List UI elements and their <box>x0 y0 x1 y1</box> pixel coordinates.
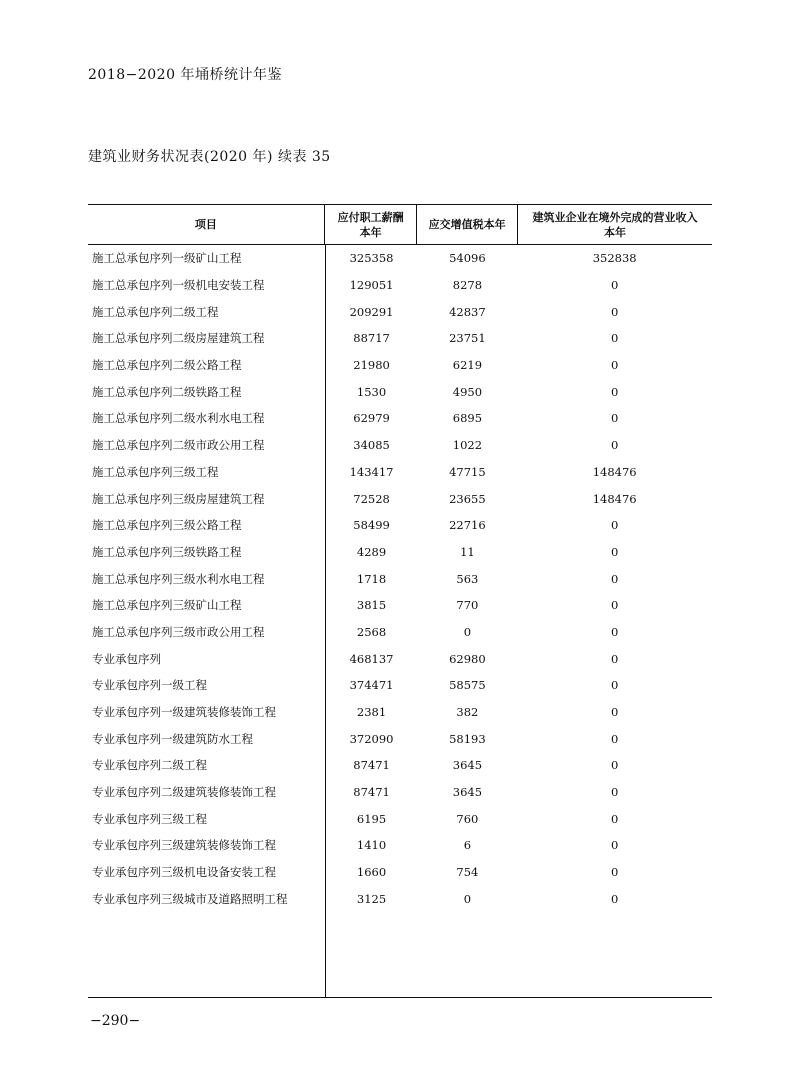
row-name: 专业承包序列三级工程 <box>92 811 207 826</box>
table-row <box>88 565 712 592</box>
header-wages-line2: 本年 <box>359 225 382 239</box>
row-name: 施工总承包序列三级市政公用工程 <box>92 624 265 639</box>
header-wages <box>324 205 417 244</box>
row-wages: 87471 <box>353 758 390 773</box>
row-vat: 4950 <box>452 384 483 399</box>
row-wages: 325358 <box>349 251 394 266</box>
row-wages: 209291 <box>349 304 394 319</box>
row-overseas: 0 <box>611 304 619 319</box>
row-name: 施工总承包序列三级房屋建筑工程 <box>92 491 265 506</box>
row-overseas: 0 <box>611 891 619 906</box>
row-vat: 760 <box>456 811 479 826</box>
table-row <box>88 752 712 779</box>
row-wages: 143417 <box>349 464 394 479</box>
row-name: 专业承包序列二级工程 <box>92 758 207 773</box>
row-name: 施工总承包序列三级铁路工程 <box>92 544 242 559</box>
row-vat: 770 <box>456 598 479 613</box>
row-wages: 34085 <box>353 438 390 453</box>
row-name: 施工总承包序列三级公路工程 <box>92 518 242 533</box>
row-vat: 8278 <box>452 278 483 293</box>
column-divider <box>325 245 326 997</box>
row-name: 施工总承包序列二级公路工程 <box>92 358 242 373</box>
row-overseas: 0 <box>611 838 619 853</box>
row-wages: 1410 <box>356 838 387 853</box>
row-overseas: 0 <box>611 811 619 826</box>
row-vat: 3645 <box>452 785 483 800</box>
row-overseas: 0 <box>611 518 619 533</box>
table-row <box>88 298 712 325</box>
header-overseas-line1: 建筑业企业在境外完成的营业收入 <box>532 210 698 224</box>
row-overseas: 0 <box>611 411 619 426</box>
row-name: 专业承包序列一级建筑防水工程 <box>92 731 253 746</box>
row-wages: 1718 <box>356 571 387 586</box>
row-overseas: 148476 <box>592 464 637 479</box>
row-overseas: 0 <box>611 331 619 346</box>
row-wages: 1660 <box>356 865 387 880</box>
table-row <box>88 405 712 432</box>
row-overseas: 0 <box>611 865 619 880</box>
row-vat: 54096 <box>449 251 486 266</box>
table-row <box>88 272 712 299</box>
row-vat: 1022 <box>452 438 483 453</box>
row-overseas: 0 <box>611 278 619 293</box>
row-vat: 6 <box>463 838 472 853</box>
row-overseas: 0 <box>611 384 619 399</box>
row-wages: 2381 <box>356 705 387 720</box>
row-wages: 6195 <box>356 811 387 826</box>
row-overseas: 0 <box>611 571 619 586</box>
running-head: 2018−2020 年埇桥统计年鉴 <box>88 67 282 83</box>
row-wages: 3815 <box>356 598 387 613</box>
row-vat: 58575 <box>449 678 486 693</box>
row-overseas: 0 <box>611 651 619 666</box>
row-name: 专业承包序列一级建筑装修装饰工程 <box>92 705 276 720</box>
statistics-table <box>88 204 712 998</box>
row-overseas: 0 <box>611 731 619 746</box>
table-row <box>88 779 712 806</box>
row-vat: 62980 <box>449 651 486 666</box>
row-wages: 58499 <box>353 518 390 533</box>
row-wages: 72528 <box>353 491 390 506</box>
row-wages: 21980 <box>353 358 390 373</box>
row-wages: 62979 <box>353 411 390 426</box>
row-vat: 47715 <box>449 464 486 479</box>
table-row <box>88 352 712 379</box>
header-overseas <box>517 205 712 244</box>
row-wages: 1530 <box>356 384 387 399</box>
row-vat: 754 <box>456 865 479 880</box>
table-row <box>88 805 712 832</box>
table-row <box>88 672 712 699</box>
row-name: 施工总承包序列二级铁路工程 <box>92 384 242 399</box>
row-vat: 0 <box>463 624 472 639</box>
row-vat: 3645 <box>452 758 483 773</box>
table-row <box>88 325 712 352</box>
table-header <box>88 205 712 245</box>
row-overseas: 0 <box>611 598 619 613</box>
header-item-label: 项目 <box>194 218 217 231</box>
row-name: 施工总承包序列三级矿山工程 <box>92 598 242 613</box>
row-wages: 372090 <box>349 731 394 746</box>
row-overseas: 0 <box>611 544 619 559</box>
row-name: 专业承包序列三级建筑装修装饰工程 <box>92 838 276 853</box>
row-wages: 3125 <box>356 891 387 906</box>
row-name: 施工总承包序列一级矿山工程 <box>92 251 242 266</box>
row-wages: 129051 <box>349 278 394 293</box>
row-wages: 468137 <box>349 651 394 666</box>
header-overseas-line2: 本年 <box>603 225 626 239</box>
table-row <box>88 699 712 726</box>
table-row <box>88 832 712 859</box>
row-name: 施工总承包序列二级水利水电工程 <box>92 411 265 426</box>
row-overseas: 0 <box>611 705 619 720</box>
header-item <box>88 205 324 244</box>
row-vat: 22716 <box>449 518 486 533</box>
row-vat: 23751 <box>449 331 486 346</box>
table-row <box>88 859 712 886</box>
row-name: 专业承包序列一级工程 <box>92 678 207 693</box>
row-vat: 382 <box>456 705 479 720</box>
row-name: 专业承包序列 <box>92 651 161 666</box>
row-overseas: 0 <box>611 624 619 639</box>
row-wages: 88717 <box>353 331 390 346</box>
row-wages: 87471 <box>353 785 390 800</box>
row-vat: 23655 <box>449 491 486 506</box>
row-overseas: 352838 <box>592 251 637 266</box>
row-overseas: 0 <box>611 785 619 800</box>
row-name: 专业承包序列二级建筑装修装饰工程 <box>92 785 276 800</box>
row-overseas: 0 <box>611 758 619 773</box>
row-wages: 2568 <box>356 624 387 639</box>
table-row <box>88 539 712 566</box>
row-name: 施工总承包序列二级工程 <box>92 304 219 319</box>
table-row <box>88 432 712 459</box>
row-vat: 0 <box>463 891 472 906</box>
table-row <box>88 886 712 913</box>
table-row <box>88 512 712 539</box>
row-name: 专业承包序列三级城市及道路照明工程 <box>92 891 288 906</box>
header-vat-label: 应交增值税本年 <box>428 218 506 231</box>
row-wages: 4289 <box>356 544 387 559</box>
row-vat: 58193 <box>449 731 486 746</box>
row-overseas: 0 <box>611 358 619 373</box>
row-name: 施工总承包序列二级房屋建筑工程 <box>92 331 265 346</box>
row-vat: 42837 <box>449 304 486 319</box>
row-vat: 6219 <box>452 358 483 373</box>
row-wages: 374471 <box>349 678 394 693</box>
table-row <box>88 592 712 619</box>
row-overseas: 148476 <box>592 491 637 506</box>
table-row <box>88 725 712 752</box>
table-title: 建筑业财务状况表(2020 年) 续表 35 <box>88 149 331 165</box>
table-row <box>88 245 712 272</box>
row-name: 施工总承包序列三级水利水电工程 <box>92 571 265 586</box>
row-overseas: 0 <box>611 678 619 693</box>
page-number: −290− <box>90 1013 141 1029</box>
row-vat: 563 <box>456 571 479 586</box>
row-name: 施工总承包序列二级市政公用工程 <box>92 438 265 453</box>
header-vat <box>416 205 517 244</box>
row-overseas: 0 <box>611 438 619 453</box>
row-name: 施工总承包序列一级机电安装工程 <box>92 278 265 293</box>
table-row <box>88 485 712 512</box>
table-row <box>88 378 712 405</box>
header-wages-line1: 应付职工薪酬 <box>337 210 404 224</box>
table-body <box>88 245 712 998</box>
table-row <box>88 645 712 672</box>
row-vat: 11 <box>460 544 475 559</box>
table-row <box>88 619 712 646</box>
table-row <box>88 459 712 486</box>
row-name: 专业承包序列三级机电设备安装工程 <box>92 865 276 880</box>
row-name: 施工总承包序列三级工程 <box>92 464 219 479</box>
row-vat: 6895 <box>452 411 483 426</box>
